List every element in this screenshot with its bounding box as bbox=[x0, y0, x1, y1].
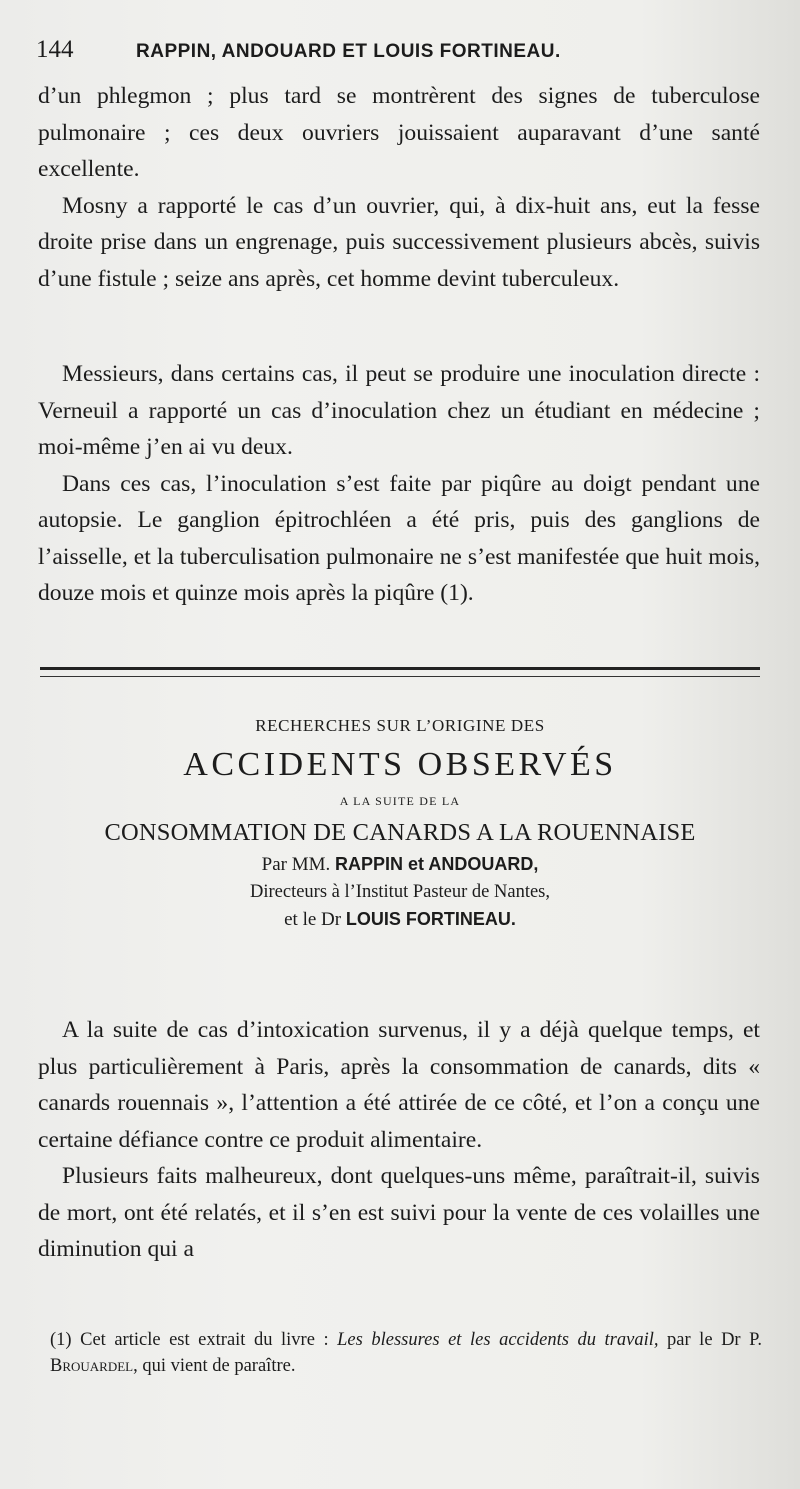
page-number: 144 bbox=[36, 36, 74, 63]
page-header bbox=[36, 36, 760, 70]
section-divider bbox=[40, 667, 760, 677]
body-section-bottom bbox=[38, 1012, 760, 1268]
paragraph: A la suite de cas d’intoxication survenus, il y a déjà quelque temps, et plus particulièrement à Paris, après la consommation de canards, dits « canards rouennais », l’attention a été attirée de ce côté, et l’on a conçu une certaine défiance contre ce produit alimentaire. bbox=[38, 1017, 760, 1153]
paragraph: Dans ces cas, l’inoculation s’est faite par piqûre au doigt pendant une autopsie. Le ganglion épitrochléen a été pris, puis des ganglions de l’aisselle, et la tuberculisation pulmonaire ne s’est manifestée que huit mois, douze mois et quinze mois après la piqûre (1). bbox=[38, 470, 760, 606]
footnote-prefix: (1) Cet article est extrait du livre : bbox=[50, 1330, 329, 1350]
running-head: RAPPIN, ANDOUARD ET LOUIS FORTINEAU. bbox=[136, 41, 561, 62]
author-name: LOUIS FORTINEAU. bbox=[345, 909, 516, 929]
article-title-line: A LA SUITE DE LA bbox=[339, 794, 461, 808]
body-section-middle bbox=[38, 356, 760, 612]
article-title-line: RECHERCHES SUR L’ORIGINE DES bbox=[255, 716, 545, 735]
footnote-author: P. Brouardel, bbox=[50, 1330, 763, 1376]
divider-rule-thin bbox=[40, 676, 760, 677]
article-title-block bbox=[30, 712, 770, 934]
article-title-line: CONSOMMATION DE CANARDS A LA ROUENNAISE bbox=[104, 819, 696, 846]
article-third-author bbox=[30, 905, 770, 934]
footnote bbox=[50, 1327, 762, 1379]
footnote-by: par le Dr bbox=[667, 1330, 741, 1350]
article-authors bbox=[30, 850, 770, 879]
footnote-book-title: Les blessures et les accidents du travail, bbox=[337, 1330, 659, 1350]
byline-prefix: Par MM. bbox=[261, 854, 331, 875]
paragraph: Plusieurs faits malheureux, dont quelques-uns même, paraîtrait-il, suivis de mort, ont été relatés, et il s’en est suivi pour la vente de ces volailles une diminution qui a bbox=[38, 1163, 760, 1262]
footnote-suffix: qui vient de paraître. bbox=[142, 1356, 296, 1376]
paragraph: Mosny a rapporté le cas d’un ouvrier, qui, à dix-huit ans, eut la fesse droite prise dans un engrenage, puis successivement plusieurs abcès, suivis d’une fistule ; seize ans après, cet homme devint tuberculeux. bbox=[38, 192, 760, 292]
author-affiliation: Directeurs à l’Institut Pasteur de Nantes, bbox=[249, 882, 551, 902]
body-section-top bbox=[38, 78, 760, 297]
paragraph: d’un phlegmon ; plus tard se montrèrent des signes de tuberculose pulmonaire ; ces deux ouvriers jouissaient auparavant d’une santé excellente. bbox=[38, 83, 760, 182]
author-names: RAPPIN et ANDOUARD, bbox=[335, 854, 539, 874]
paragraph: Messieurs, dans certains cas, il peut se produire une inoculation directe : Verneuil a rapporté un cas d’inoculation chez un étudiant en médecine ; moi-même j’en ai vu deux. bbox=[38, 361, 760, 460]
article-title-main: ACCIDENTS OBSERVÉS bbox=[183, 746, 617, 783]
byline-prefix: et le Dr bbox=[284, 909, 342, 930]
